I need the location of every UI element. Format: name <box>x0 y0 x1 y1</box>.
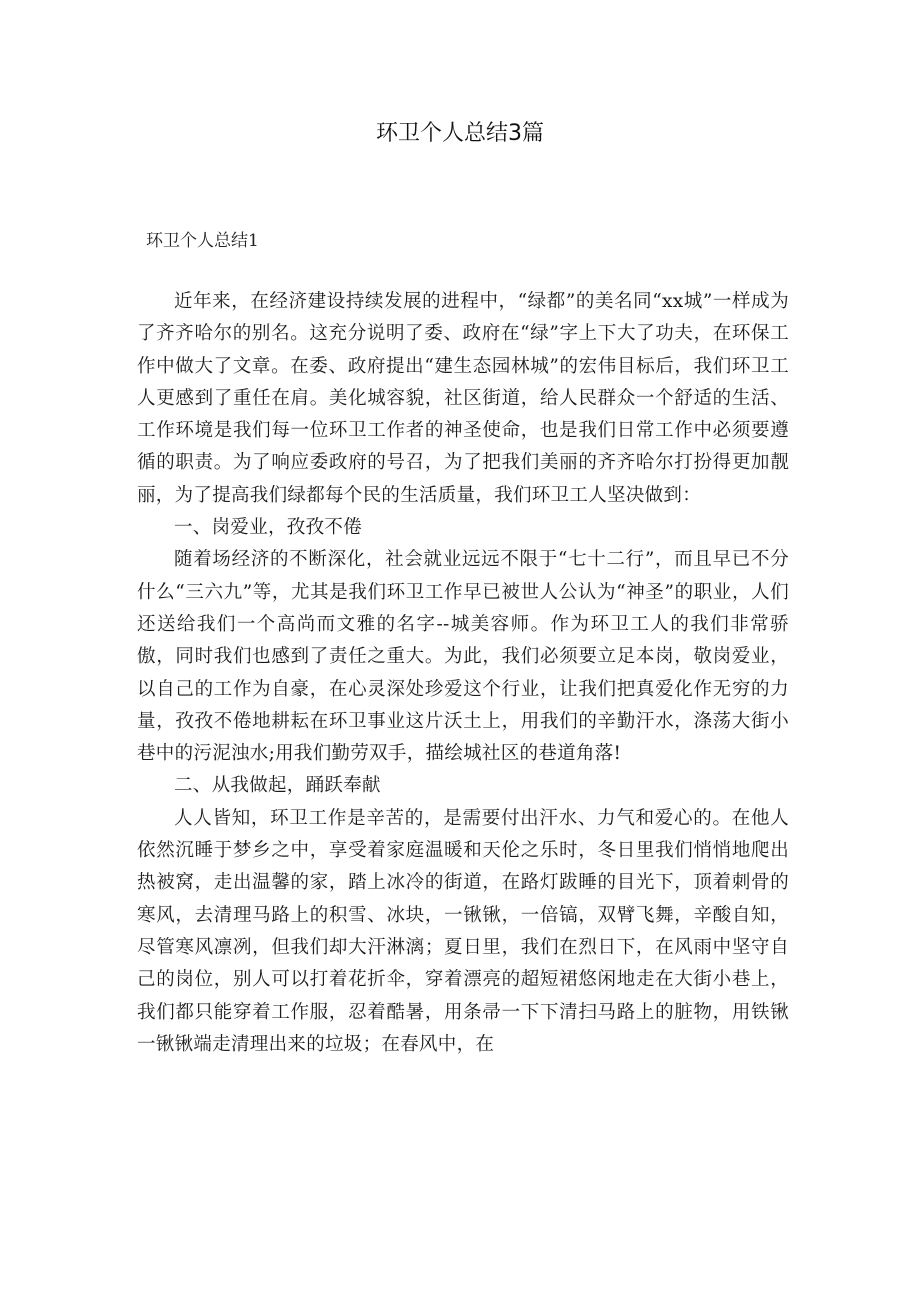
document-body <box>137 286 789 1061</box>
section-title: 环卫个人总结1 <box>146 231 259 251</box>
subheading-1: 一、岗爱业，孜孜不倦 <box>174 517 363 539</box>
paragraph-1: 随着场经济的不断深化，社会就业远远不限于“七十二行”，而且早已不分什么“三六九”等，尤其是我们环卫工作早已被世人公认为“神圣”的职业，人们还送给我们一个高尚而文雅的名字--城美容师。作为环卫工人的我们非常骄傲，同时我们也感到了责任之重大。为此，我们必须要立足本岗，敬岗爱业，以自己的工作为自豪，在心灵深处珍爱这个行业，让我们把真爱化作无穷的力量，孜孜不倦地耕耘在环卫事业这片沃土上，用我们的辛勤汗水，涤荡大街小巷中的污泥浊水;用我们勤劳双手，描绘城社区的巷道角落! <box>137 549 789 765</box>
subheading-2: 二、从我做起，踊跃奉献 <box>174 775 381 797</box>
paragraph-intro: 近年来，在经济建设持续发展的进程中，“绿都”的美名同“xx城”一样成为了齐齐哈尔的别名。这充分说明了委、政府在“绿”字上下大了功夫，在环保工作中做大了文章。在委、政府提出“建生态园林城”的宏伟目标后，我们环卫工人更感到了重任在肩。美化城容貌，社区街道，给人民群众一个舒适的生活、工作环境是我们每一位环卫工作者的神圣使命，也是我们日常工作中必须要遵循的职责。为了响应委政府的号召，为了把我们美丽的齐齐哈尔打扮得更加靓丽，为了提高我们绿都每个民的生活质量，我们环卫工人坚决做到： <box>137 291 789 506</box>
paragraph-2: 人人皆知，环卫工作是辛苦的，是需要付出汗水、力气和爱心的。在他人依然沉睡于梦乡之中，享受着家庭温暖和天伦之乐时，冬日里我们悄悄地爬出热被窝，走出温馨的家，踏上冰冷的街道，在路灯跋睡的目光下，顶着刺骨的寒风，去清理马路上的积雪、冰块，一锹锹，一倍镐，双臂飞舞，辛酸自知，尽管寒风凛冽，但我们却大汗淋漓；夏日里，我们在烈日下，在风雨中坚守自己的岗位，别人可以打着花折伞，穿着漂亮的超短裙悠闲地走在大街小巷上，我们都只能穿着工作服，忍着酷暑，用条帚一下下清扫马路上的脏物，用铁锹一锹锹端走清理出来的垃圾；在春风中，在 <box>137 807 789 1055</box>
document-title: 环卫个人总结3篇 <box>376 121 544 146</box>
